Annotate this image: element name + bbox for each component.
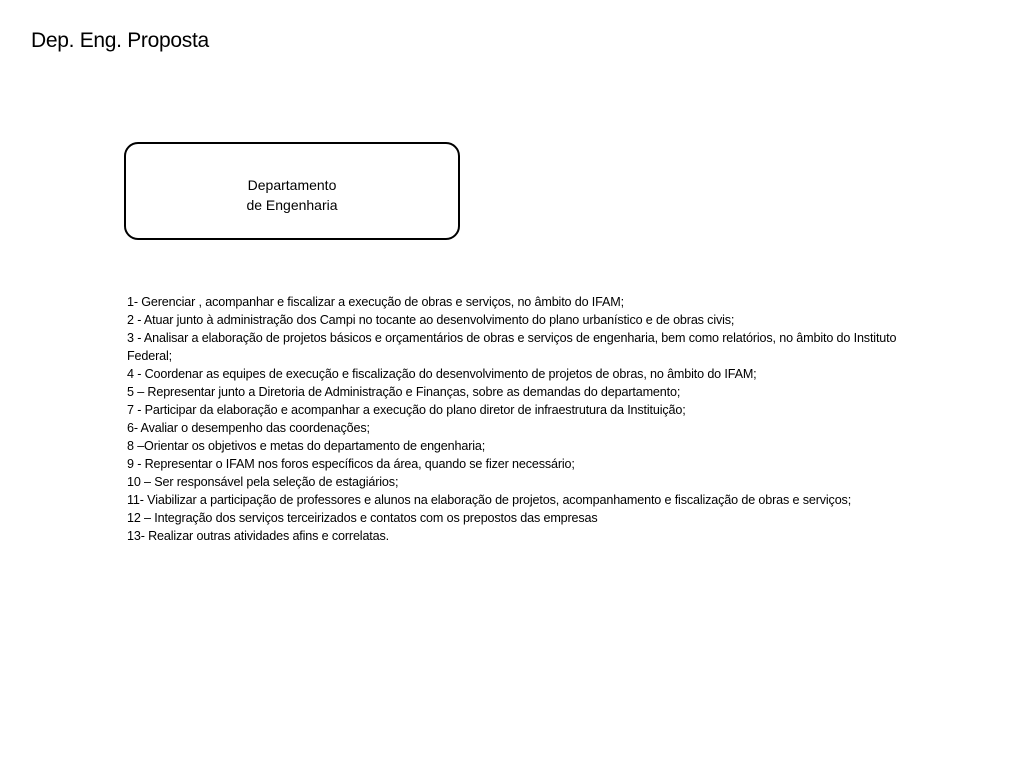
responsibilities-list: [127, 293, 937, 545]
list-item: 5 – Representar junto a Diretoria de Administração e Finanças, sobre as demandas do departamento;: [127, 385, 681, 399]
list-item: 4 - Coordenar as equipes de execução e fiscalização do desenvolvimento de projetos de obras, no âmbito do IFAM;: [127, 367, 757, 381]
list-item: 2 - Atuar junto à administração dos Campi no tocante ao desenvolvimento do plano urbanístico e de obras civis;: [127, 313, 735, 327]
list-item: 10 – Ser responsável pela seleção de estagiários;: [127, 475, 399, 489]
list-item: 6- Avaliar o desempenho das coordenações;: [127, 421, 370, 435]
box-label-line1: Departamento: [247, 177, 337, 193]
slide-title: Dep. Eng. Proposta: [31, 29, 209, 52]
list-item: 9 - Representar o IFAM nos foros específicos da área, quando se fizer necessário;: [127, 457, 575, 471]
list-item: 7 - Participar da elaboração e acompanhar a execução do plano diretor de infraestrutura da Instituição;: [127, 403, 686, 417]
list-item: 13- Realizar outras atividades afins e correlatas.: [127, 529, 389, 543]
list-item: 12 – Integração dos serviços terceirizados e contatos com os prepostos das empresas: [127, 511, 598, 525]
box-label-line2: de Engenharia: [246, 197, 338, 213]
org-chart-box-engineering-department: [124, 142, 460, 240]
list-item: 1- Gerenciar , acompanhar e fiscalizar a execução de obras e serviços, no âmbito do IFAM;: [127, 295, 624, 309]
list-item: 11- Viabilizar a participação de professores e alunos na elaboração de projetos, acompanhamento e fiscalização de obras e serviços;: [127, 493, 852, 507]
list-item: 8 –Orientar os objetivos e metas do departamento de engenharia;: [127, 439, 486, 453]
list-item: 3 - Analisar a elaboração de projetos básicos e orçamentários de obras e serviços de engenharia, bem como relatórios, no âmbito do Instituto Federal;: [127, 331, 897, 363]
